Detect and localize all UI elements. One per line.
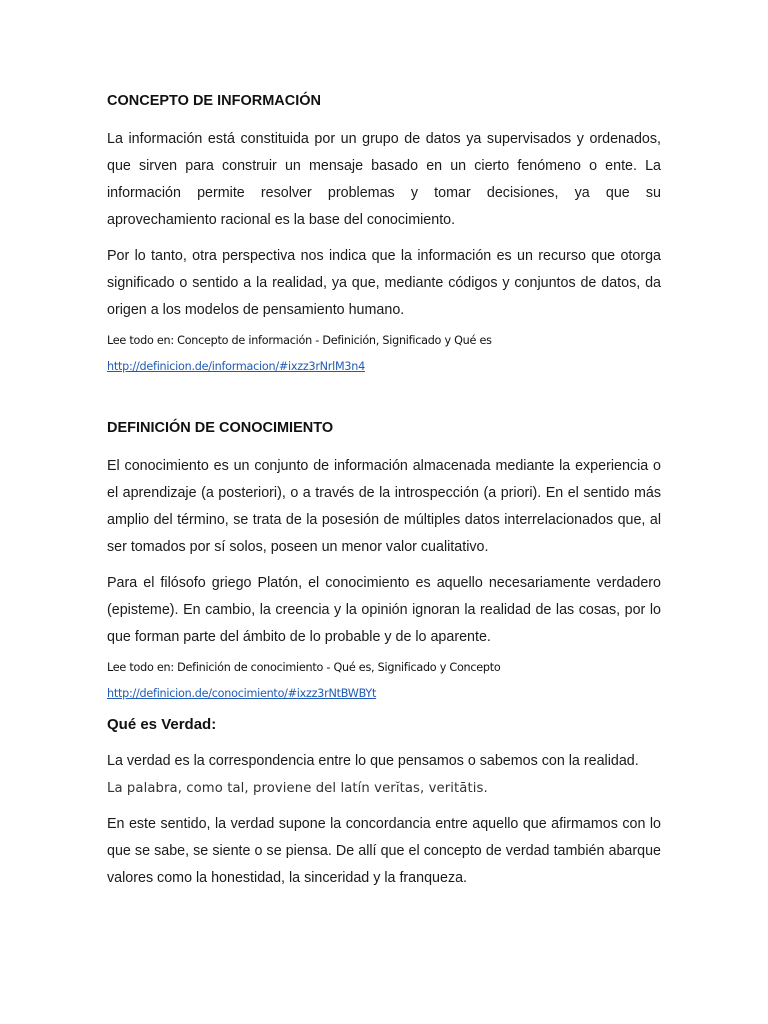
section-spacer [107, 702, 661, 716]
paragraph-verdad-2: En este sentido, la verdad supone la concordancia entre aquello que afirmamos con lo que se sabe, se siente o se piensa. De allí que el concepto de verdad también abarque valores como la honestidad, la sinceridad y la franqueza. [107, 816, 661, 886]
paragraph-verdad-1 [107, 748, 661, 802]
section-spacer [107, 375, 661, 419]
section-heading-conocimiento: DEFINICIÓN DE CONOCIMIENTO [107, 420, 334, 436]
paragraph-conocimiento-2: Para el filósofo griego Platón, el conocimiento es aquello necesariamente verdadero (episteme). En cambio, la creencia y la opinión ignoran la realidad de las cosas, por lo que forman parte del ámbito de lo probable y de lo aparente. [107, 575, 661, 645]
paragraph-verdad-1-line1: La verdad es la correspondencia entre lo que pensamos o sabemos con la realidad. [107, 753, 639, 769]
source-link-conocimiento[interactable]: http://definicion.de/conocimiento/#ixzz3rNtBWBYt [107, 687, 377, 700]
paragraph-conocimiento-1: El conocimiento es un conjunto de información almacenada mediante la experiencia o el aprendizaje (a posteriori), o a través de la introspección (a priori). En el sentido más amplio del término, se trata de la posesión de múltiples datos interrelacionados que, al ser tomados por sí solos, poseen un menor valor cualitativo. [107, 458, 661, 555]
source-link-informacion[interactable]: http://definicion.de/informacion/#ixzz3rNrlM3n4 [107, 360, 365, 373]
paragraph-verdad-1-line2: La palabra, como tal, proviene del latín verĭtas, veritātis. [107, 781, 488, 796]
source-note-conocimiento: Lee todo en: Definición de conocimiento - Qué es, Significado y Concepto [107, 661, 501, 674]
paragraph-informacion-2: Por lo tanto, otra perspectiva nos indica que la información es un recurso que otorga significado o sentido a la realidad, ya que, mediante códigos y conjuntos de datos, da origen a los modelos de pensamiento humano. [107, 248, 661, 318]
section-heading-verdad: Qué es Verdad: [107, 716, 217, 733]
paragraph-informacion-1: La información está constituida por un grupo de datos ya supervisados y ordenados, que sirven para construir un mensaje basado en un cierto fenómeno o ente. La información permite resolver problemas y tomar decisiones, ya que su aprovechamiento racional es la base del conocimiento. [107, 131, 661, 228]
section-heading-informacion: CONCEPTO DE INFORMACIÓN [107, 93, 322, 109]
source-note-informacion: Lee todo en: Concepto de información - Definición, Significado y Qué es [107, 334, 492, 347]
